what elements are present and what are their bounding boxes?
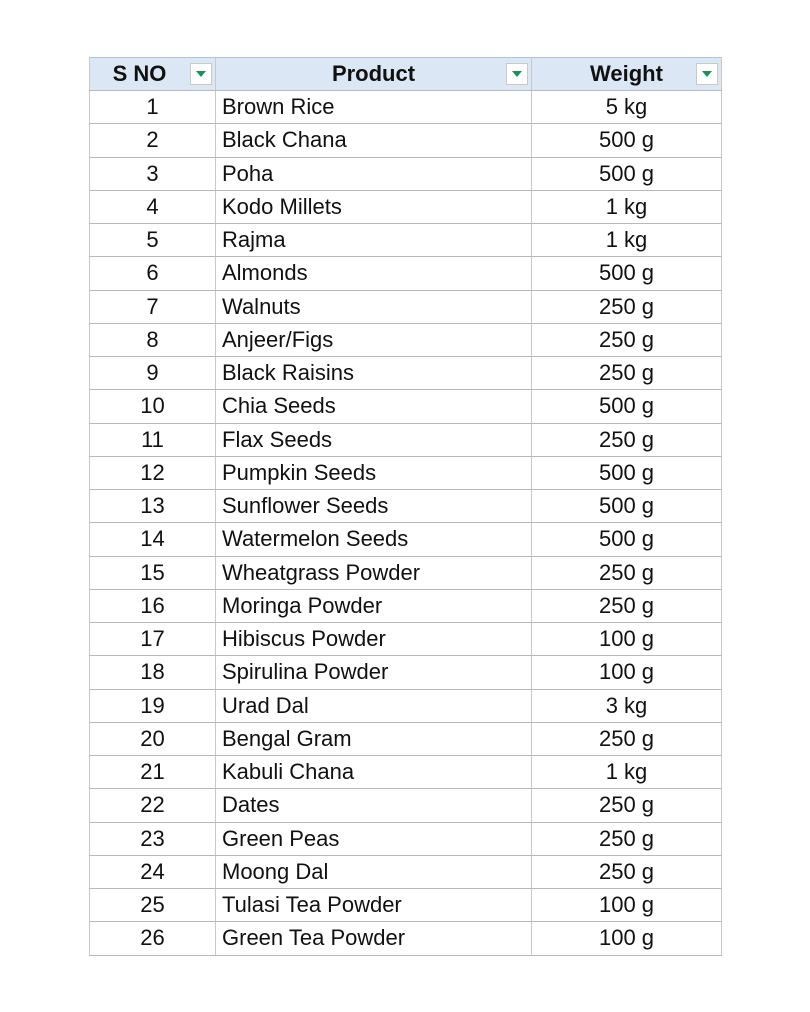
- cell-sno[interactable]: 4: [90, 190, 216, 223]
- filter-dropdown-button-sno[interactable]: [190, 63, 212, 85]
- cell-weight[interactable]: 500 g: [532, 456, 722, 489]
- cell-sno[interactable]: 21: [90, 756, 216, 789]
- cell-product[interactable]: Poha: [216, 157, 532, 190]
- cell-weight[interactable]: 250 g: [532, 722, 722, 755]
- cell-product[interactable]: Walnuts: [216, 290, 532, 323]
- product-table-container: [89, 57, 721, 956]
- cell-product[interactable]: Moong Dal: [216, 855, 532, 888]
- column-header-product: [216, 58, 532, 91]
- column-header-label: S NO: [112, 61, 167, 86]
- cell-weight[interactable]: 250 g: [532, 589, 722, 622]
- cell-product[interactable]: Green Tea Powder: [216, 922, 532, 955]
- cell-product[interactable]: Tulasi Tea Powder: [216, 889, 532, 922]
- table-row: [90, 224, 722, 257]
- cell-sno[interactable]: 13: [90, 490, 216, 523]
- table-row: [90, 756, 722, 789]
- cell-sno[interactable]: 26: [90, 922, 216, 955]
- cell-sno[interactable]: 12: [90, 456, 216, 489]
- column-header-label: Product: [331, 61, 416, 86]
- dropdown-arrow-icon: [512, 71, 522, 77]
- cell-product[interactable]: Bengal Gram: [216, 722, 532, 755]
- cell-product[interactable]: Urad Dal: [216, 689, 532, 722]
- table-row: [90, 157, 722, 190]
- cell-sno[interactable]: 3: [90, 157, 216, 190]
- table-row: [90, 290, 722, 323]
- table-row: [90, 357, 722, 390]
- table-row: [90, 490, 722, 523]
- filter-dropdown-button-product[interactable]: [506, 63, 528, 85]
- cell-product[interactable]: Kodo Millets: [216, 190, 532, 223]
- cell-weight[interactable]: 500 g: [532, 257, 722, 290]
- table-row: [90, 822, 722, 855]
- column-header-label: Weight: [590, 61, 663, 86]
- table-row: [90, 922, 722, 955]
- cell-weight[interactable]: 500 g: [532, 490, 722, 523]
- cell-sno[interactable]: 10: [90, 390, 216, 423]
- cell-product[interactable]: Brown Rice: [216, 91, 532, 124]
- table-row: [90, 257, 722, 290]
- cell-sno[interactable]: 2: [90, 124, 216, 157]
- table-row: [90, 190, 722, 223]
- cell-sno[interactable]: 25: [90, 889, 216, 922]
- table-row: [90, 689, 722, 722]
- cell-weight[interactable]: 500 g: [532, 523, 722, 556]
- cell-sno[interactable]: 22: [90, 789, 216, 822]
- table-row: [90, 423, 722, 456]
- cell-weight[interactable]: 250 g: [532, 789, 722, 822]
- cell-weight[interactable]: 500 g: [532, 157, 722, 190]
- cell-sno[interactable]: 9: [90, 357, 216, 390]
- cell-product[interactable]: Chia Seeds: [216, 390, 532, 423]
- table-row: [90, 789, 722, 822]
- table-row: [90, 124, 722, 157]
- cell-weight[interactable]: 250 g: [532, 822, 722, 855]
- table-row: [90, 656, 722, 689]
- cell-weight[interactable]: 500 g: [532, 390, 722, 423]
- cell-product[interactable]: Almonds: [216, 257, 532, 290]
- cell-product[interactable]: Black Raisins: [216, 357, 532, 390]
- cell-product[interactable]: Dates: [216, 789, 532, 822]
- table-body: [90, 91, 722, 956]
- cell-weight[interactable]: 100 g: [532, 922, 722, 955]
- table-row: [90, 390, 722, 423]
- cell-weight[interactable]: 250 g: [532, 290, 722, 323]
- cell-sno[interactable]: 8: [90, 323, 216, 356]
- cell-weight[interactable]: 250 g: [532, 323, 722, 356]
- table-row: [90, 91, 722, 124]
- cell-weight[interactable]: 250 g: [532, 855, 722, 888]
- table-row: [90, 556, 722, 589]
- table-row: [90, 589, 722, 622]
- table-row: [90, 722, 722, 755]
- cell-product[interactable]: Kabuli Chana: [216, 756, 532, 789]
- cell-product[interactable]: Spirulina Powder: [216, 656, 532, 689]
- column-header-sno: [90, 58, 216, 91]
- cell-sno[interactable]: 5: [90, 224, 216, 257]
- cell-sno[interactable]: 16: [90, 589, 216, 622]
- cell-product[interactable]: Wheatgrass Powder: [216, 556, 532, 589]
- cell-sno[interactable]: 7: [90, 290, 216, 323]
- cell-weight[interactable]: 1 kg: [532, 190, 722, 223]
- cell-sno[interactable]: 6: [90, 257, 216, 290]
- cell-weight[interactable]: 250 g: [532, 556, 722, 589]
- cell-weight[interactable]: 250 g: [532, 423, 722, 456]
- table-row: [90, 889, 722, 922]
- cell-sno[interactable]: 24: [90, 855, 216, 888]
- cell-sno[interactable]: 11: [90, 423, 216, 456]
- table-row: [90, 855, 722, 888]
- product-table: [89, 57, 722, 956]
- cell-weight[interactable]: 5 kg: [532, 91, 722, 124]
- cell-product[interactable]: Green Peas: [216, 822, 532, 855]
- cell-sno[interactable]: 14: [90, 523, 216, 556]
- cell-sno[interactable]: 20: [90, 722, 216, 755]
- header-row: [90, 58, 722, 91]
- table-row: [90, 456, 722, 489]
- table-header: [90, 58, 722, 91]
- cell-product[interactable]: Watermelon Seeds: [216, 523, 532, 556]
- cell-product[interactable]: Pumpkin Seeds: [216, 456, 532, 489]
- cell-weight[interactable]: 3 kg: [532, 689, 722, 722]
- cell-weight[interactable]: 250 g: [532, 357, 722, 390]
- cell-sno[interactable]: 23: [90, 822, 216, 855]
- cell-weight[interactable]: 1 kg: [532, 224, 722, 257]
- cell-product[interactable]: Moringa Powder: [216, 589, 532, 622]
- column-header-weight: [532, 58, 722, 91]
- table-row: [90, 323, 722, 356]
- cell-sno[interactable]: 17: [90, 623, 216, 656]
- table-row: [90, 523, 722, 556]
- cell-weight[interactable]: 100 g: [532, 656, 722, 689]
- dropdown-arrow-icon: [196, 71, 206, 77]
- cell-weight[interactable]: 100 g: [532, 623, 722, 656]
- cell-product[interactable]: Anjeer/Figs: [216, 323, 532, 356]
- cell-weight[interactable]: 100 g: [532, 889, 722, 922]
- cell-sno[interactable]: 19: [90, 689, 216, 722]
- cell-sno[interactable]: 18: [90, 656, 216, 689]
- cell-product[interactable]: Black Chana: [216, 124, 532, 157]
- dropdown-arrow-icon: [702, 71, 712, 77]
- cell-sno[interactable]: 15: [90, 556, 216, 589]
- cell-weight[interactable]: 500 g: [532, 124, 722, 157]
- cell-product[interactable]: Rajma: [216, 224, 532, 257]
- cell-weight[interactable]: 1 kg: [532, 756, 722, 789]
- cell-product[interactable]: Sunflower Seeds: [216, 490, 532, 523]
- filter-dropdown-button-weight[interactable]: [696, 63, 718, 85]
- cell-product[interactable]: Flax Seeds: [216, 423, 532, 456]
- table-row: [90, 623, 722, 656]
- cell-product[interactable]: Hibiscus Powder: [216, 623, 532, 656]
- cell-sno[interactable]: 1: [90, 91, 216, 124]
